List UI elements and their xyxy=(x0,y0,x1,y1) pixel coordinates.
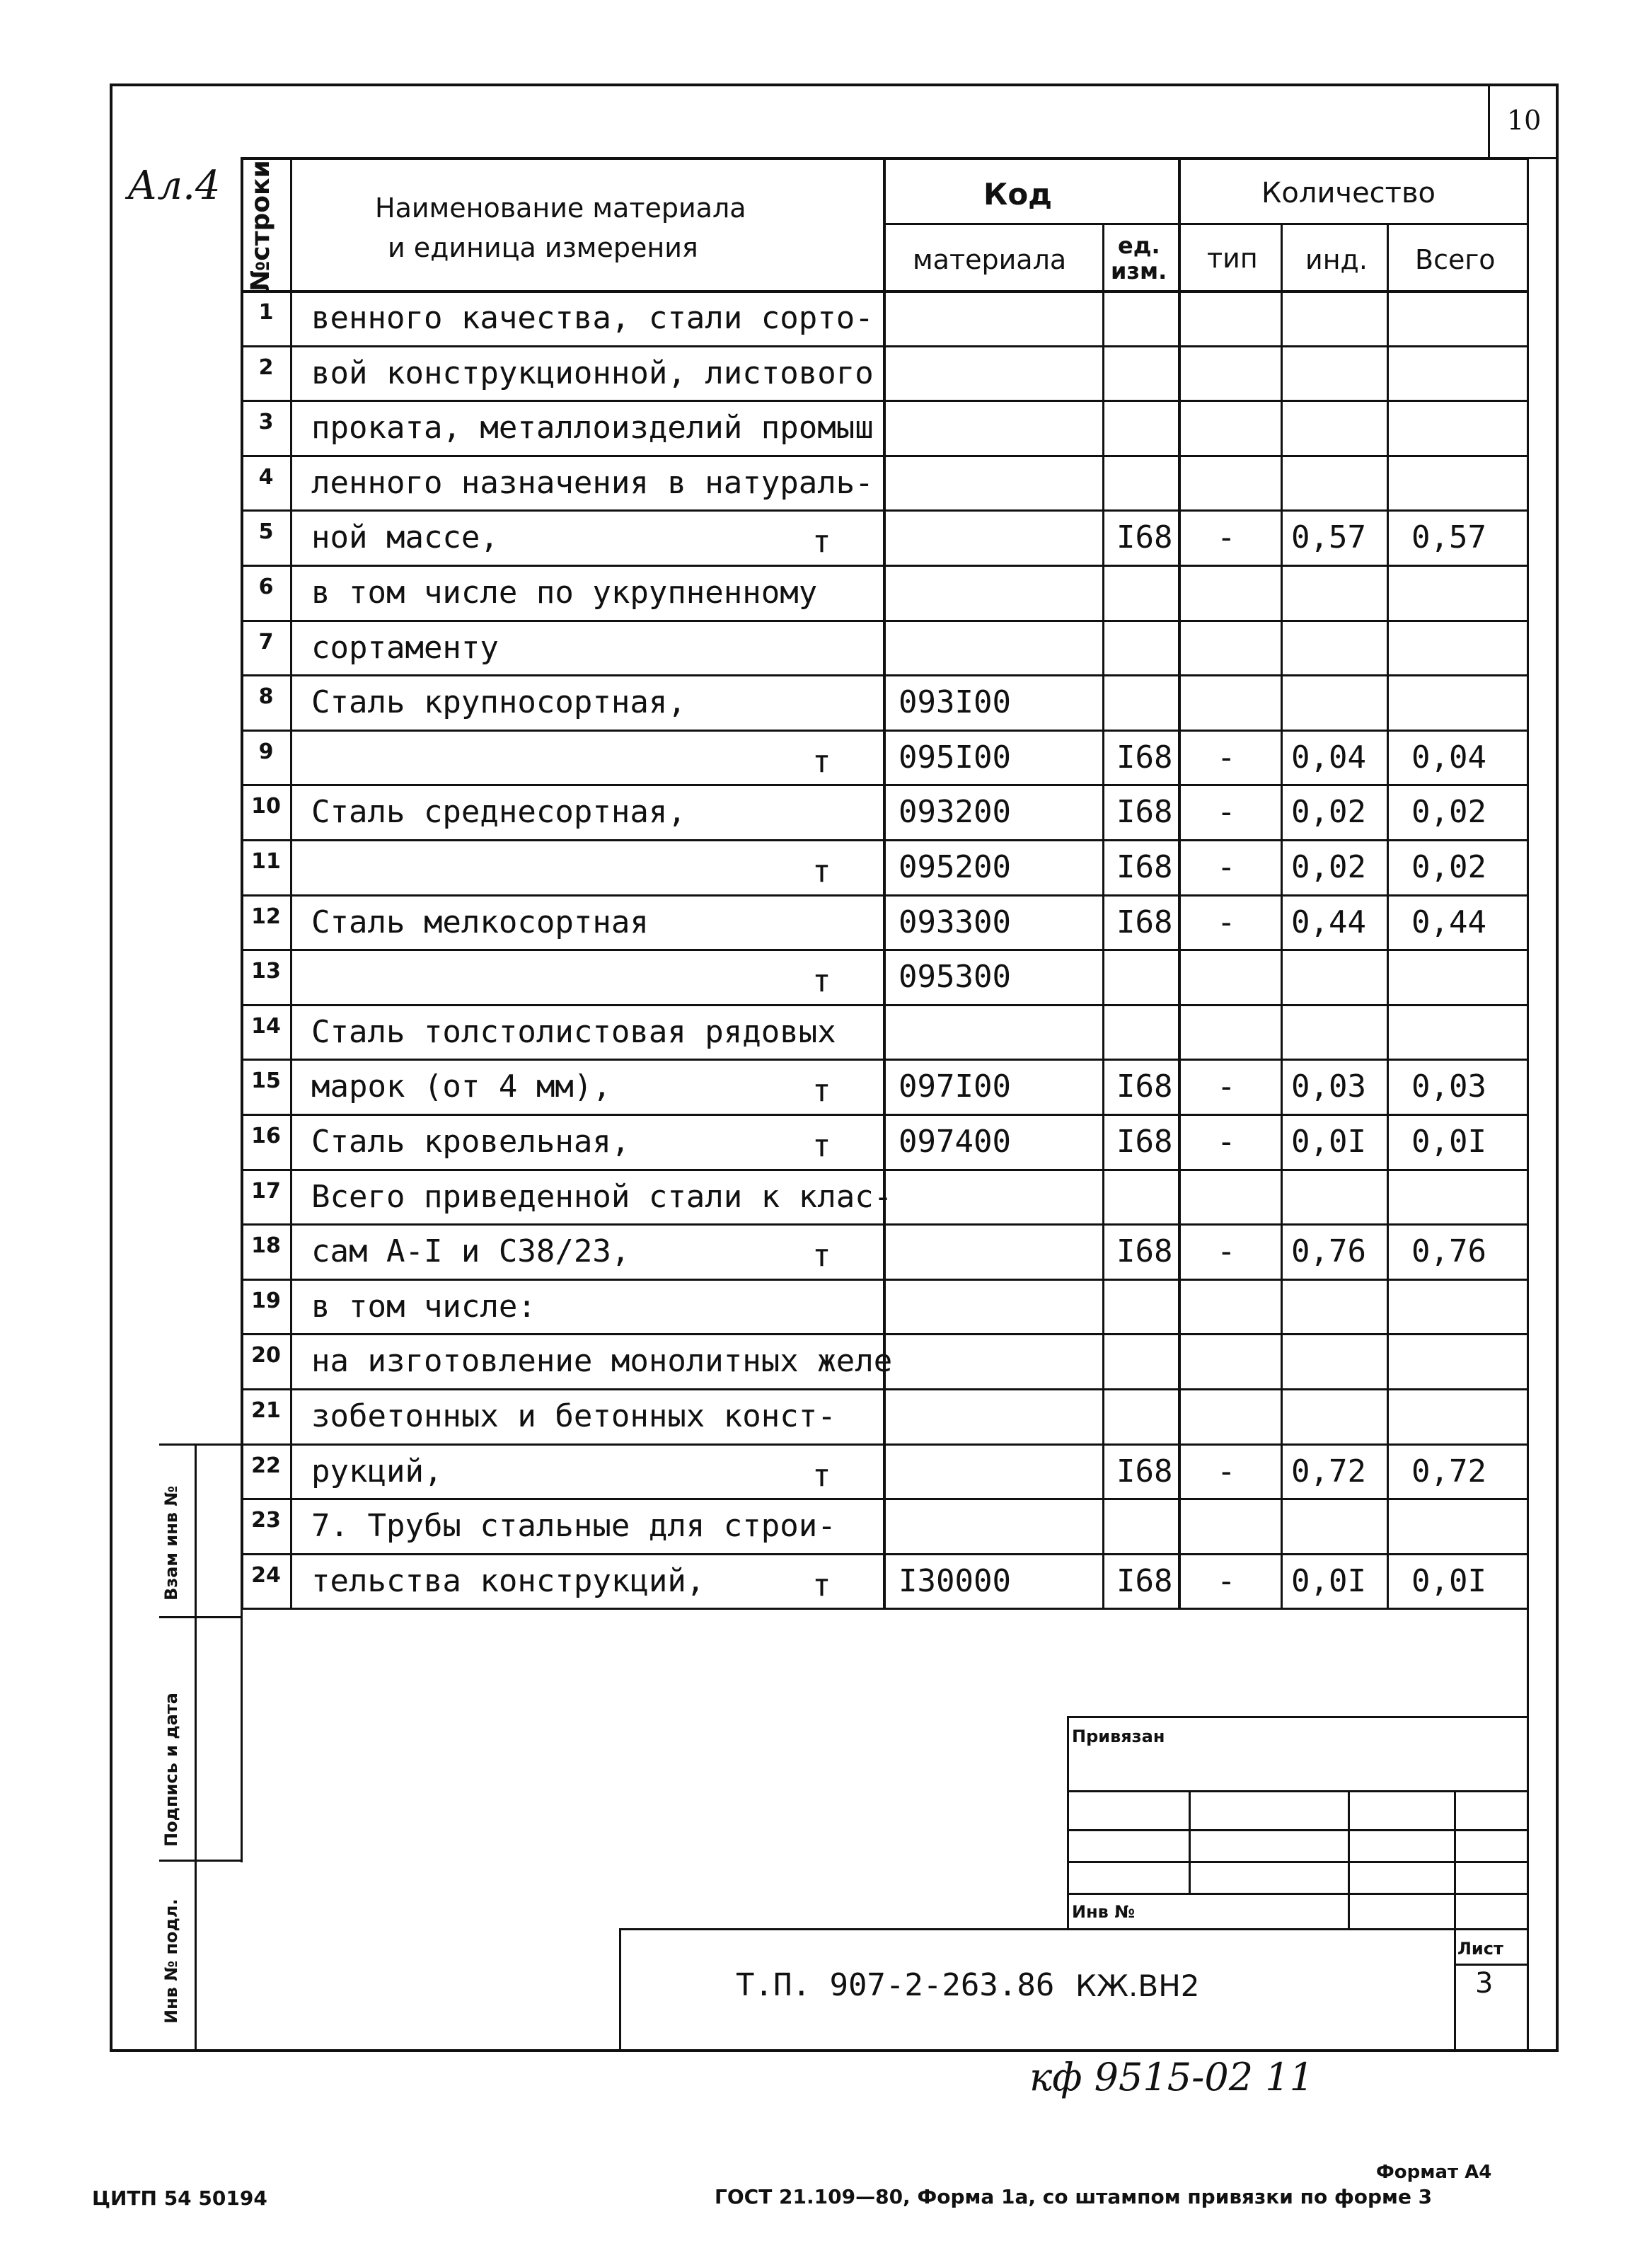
row-material-name: вой конструкционной, листового xyxy=(311,355,874,391)
stamp-inv-no: Инв № xyxy=(1072,1902,1136,1922)
row-material-name: в том числе: xyxy=(311,1288,536,1325)
grid-hline xyxy=(241,1388,883,1390)
row-material-code: 095200 xyxy=(899,849,1011,885)
grid-hline xyxy=(1067,1861,1527,1863)
grid-hline xyxy=(241,894,883,897)
row-unit: т xyxy=(812,1128,831,1164)
grid-hline xyxy=(883,1059,1527,1061)
row-qty-ind: 0,44 xyxy=(1291,904,1366,940)
row-material-name: сам А-I и С38/23, xyxy=(311,1233,630,1270)
grid-hline xyxy=(241,730,883,732)
grid-hline xyxy=(883,509,1527,512)
grid-hline xyxy=(883,674,1527,676)
grid-hline xyxy=(241,839,883,841)
grid-hline xyxy=(159,1616,241,1618)
grid-hline xyxy=(241,674,883,676)
grid-hline xyxy=(883,949,1527,951)
row-unit-code: I68 xyxy=(1116,794,1173,831)
row-unit: т xyxy=(812,963,831,1000)
row-qty-type: - xyxy=(1217,1233,1236,1270)
row-material-name: венного качества, стали сорто- xyxy=(311,300,874,336)
grid-vline xyxy=(195,1443,197,2052)
grid-hline xyxy=(883,1279,1527,1281)
row-qty-total: 0,0I xyxy=(1411,1562,1486,1599)
row-number: 6 xyxy=(258,575,274,599)
row-qty-type: - xyxy=(1217,739,1236,776)
grid-hline xyxy=(883,1388,1527,1390)
header-code: Код xyxy=(983,177,1053,212)
grid-hline xyxy=(241,345,883,347)
row-qty-type: - xyxy=(1217,904,1236,940)
grid-hline xyxy=(883,565,1527,567)
grid-hline xyxy=(159,1443,241,1446)
grid-vline xyxy=(1281,223,1283,1608)
grid-vline xyxy=(1527,1608,1529,2052)
grid-hline xyxy=(241,620,883,622)
row-material-name: Сталь среднесортная, xyxy=(311,794,686,831)
row-qty-type: - xyxy=(1217,849,1236,885)
grid-vline xyxy=(1387,223,1389,1608)
grid-hline xyxy=(241,455,883,457)
row-qty-ind: 0,0I xyxy=(1291,1124,1366,1160)
grid-hline xyxy=(241,1279,883,1281)
side-label-podpis: Подпись и дата xyxy=(161,1693,181,1847)
footer-gost: ГОСТ 21.109—80, Форма 1а, со штампом привязки по форме 3 xyxy=(715,2185,1433,2208)
row-qty-ind: 0,02 xyxy=(1291,794,1366,831)
row-qty-total: 0,03 xyxy=(1411,1068,1486,1105)
grid-hline xyxy=(241,1443,883,1446)
row-material-name: Всего приведенной стали к клас- xyxy=(311,1178,893,1215)
row-number: 19 xyxy=(251,1288,281,1313)
grid-hline xyxy=(883,839,1527,841)
row-number: 14 xyxy=(251,1013,281,1039)
row-qty-ind: 0,57 xyxy=(1291,519,1366,556)
row-unit: т xyxy=(812,1457,831,1494)
row-qty-total: 0,04 xyxy=(1411,739,1486,776)
grid-hline xyxy=(883,1443,1527,1446)
row-number: 2 xyxy=(258,355,274,380)
row-unit-code: I68 xyxy=(1116,1233,1173,1270)
grid-hline xyxy=(1067,1716,1527,1718)
row-material-name: зобетонных и бетонных конст- xyxy=(311,1398,836,1434)
grid-vline xyxy=(1527,157,1529,1608)
grid-hline xyxy=(241,1059,883,1061)
row-number: 11 xyxy=(251,849,281,874)
row-material-name: марок (от 4 мм), xyxy=(311,1068,611,1105)
header-unit-l2: изм. xyxy=(1111,258,1167,284)
stamp-privyazan: Привязан xyxy=(1072,1727,1165,1746)
row-material-name: ленного назначения в натураль- xyxy=(311,464,874,501)
header-qty-total: Всего xyxy=(1415,244,1496,275)
row-qty-type: - xyxy=(1217,1068,1236,1105)
row-qty-total: 0,0I xyxy=(1411,1124,1486,1160)
row-qty-total: 0,57 xyxy=(1411,519,1486,556)
grid-hline xyxy=(241,1553,883,1555)
grid-vline xyxy=(1454,1790,1456,2052)
row-material-code: 093300 xyxy=(899,904,1011,940)
row-qty-total: 0,02 xyxy=(1411,794,1486,831)
row-number: 10 xyxy=(251,794,281,819)
handwritten-reference: кф 9515-02 11 xyxy=(1029,2055,1314,2099)
grid-hline xyxy=(883,400,1527,402)
grid-hline xyxy=(241,1114,883,1116)
row-material-code: 093I00 xyxy=(899,684,1011,721)
row-number: 22 xyxy=(251,1453,281,1478)
grid-hline xyxy=(883,620,1527,622)
grid-hline xyxy=(883,345,1527,347)
row-number: 23 xyxy=(251,1508,281,1533)
grid-vline xyxy=(1178,157,1181,1608)
grid-hline xyxy=(883,784,1527,786)
row-number: 21 xyxy=(251,1398,281,1423)
row-material-name: Сталь кровельная, xyxy=(311,1124,630,1160)
grid-hline xyxy=(241,1004,883,1006)
grid-vline xyxy=(1348,1790,1350,1928)
row-number: 7 xyxy=(258,629,274,655)
row-qty-ind: 0,04 xyxy=(1291,739,1366,776)
grid-hline xyxy=(883,730,1527,732)
grid-hline xyxy=(883,1333,1527,1335)
grid-hline xyxy=(241,784,883,786)
header-code-material: материала xyxy=(913,244,1067,275)
row-qty-total: 0,72 xyxy=(1411,1453,1486,1489)
grid-hline xyxy=(619,1928,1527,1930)
row-unit: т xyxy=(812,1238,831,1274)
row-unit: т xyxy=(812,1567,831,1603)
row-number: 16 xyxy=(251,1124,281,1148)
row-number: 4 xyxy=(258,464,274,490)
row-qty-type: - xyxy=(1217,1562,1236,1599)
grid-hline xyxy=(241,1333,883,1335)
grid-hline xyxy=(883,1169,1527,1171)
header-name-line2: и единица измерения xyxy=(388,232,698,263)
row-qty-total: 0,44 xyxy=(1411,904,1486,940)
row-number: 20 xyxy=(251,1343,281,1368)
grid-vline xyxy=(241,157,243,1608)
row-unit-code: I68 xyxy=(1116,739,1173,776)
grid-hline xyxy=(883,1553,1527,1555)
grid-hline xyxy=(241,400,883,402)
row-unit: т xyxy=(812,1073,831,1110)
grid-vline xyxy=(883,157,886,1608)
row-material-name: Сталь крупносортная, xyxy=(311,684,686,721)
grid-hline xyxy=(883,1608,1527,1610)
row-qty-ind: 0,0I xyxy=(1291,1562,1366,1599)
grid-vline xyxy=(290,157,292,1608)
row-qty-total: 0,76 xyxy=(1411,1233,1486,1270)
grid-hline xyxy=(241,1223,883,1226)
row-qty-type: - xyxy=(1217,519,1236,556)
page-number-box-left xyxy=(1488,83,1490,157)
row-material-name: Сталь мелкосортная xyxy=(311,904,649,940)
row-unit-code: I68 xyxy=(1116,1124,1173,1160)
page-number: 10 xyxy=(1507,105,1542,136)
row-qty-ind: 0,03 xyxy=(1291,1068,1366,1105)
side-label-inv-podl: Инв № подл. xyxy=(161,1898,181,2024)
row-material-code: 097I00 xyxy=(899,1068,1011,1105)
row-qty-ind: 0,72 xyxy=(1291,1453,1366,1489)
stamp-doc-code: Т.П. 907-2-263.86 xyxy=(736,1967,1055,2003)
grid-hline xyxy=(883,1004,1527,1006)
row-unit-code: I68 xyxy=(1116,1068,1173,1105)
row-qty-type: - xyxy=(1217,794,1236,831)
grid-vline xyxy=(1189,1790,1191,1893)
annotation-al4: Ал.4 xyxy=(127,163,221,209)
stamp-sheet-number: 3 xyxy=(1475,1967,1494,2000)
row-material-name: Сталь толстолистовая рядовых xyxy=(311,1013,836,1050)
row-number: 24 xyxy=(251,1562,281,1588)
grid-hline xyxy=(241,565,883,567)
row-material-name: в том числе по укрупненному xyxy=(311,575,818,611)
grid-hline xyxy=(1454,1964,1527,1966)
row-material-name: тельства конструкций, xyxy=(311,1562,705,1599)
row-material-code: 095I00 xyxy=(899,739,1011,776)
grid-vline xyxy=(619,1928,621,2052)
row-material-name: сортаменту xyxy=(311,629,499,666)
row-qty-total: 0,02 xyxy=(1411,849,1486,885)
row-number: 1 xyxy=(258,300,274,325)
grid-hline xyxy=(883,1498,1527,1500)
row-number: 9 xyxy=(258,739,274,764)
row-unit-code: I68 xyxy=(1116,1562,1173,1599)
grid-hline xyxy=(883,894,1527,897)
row-qty-ind: 0,76 xyxy=(1291,1233,1366,1270)
grid-hline xyxy=(1067,1790,1527,1792)
row-material-name: проката, металлоизделий промыш xyxy=(311,410,874,446)
stamp-doc-suffix: КЖ.ВН2 xyxy=(1075,1969,1200,2003)
row-material-name: рукций, xyxy=(311,1453,443,1489)
row-qty-type: - xyxy=(1217,1453,1236,1489)
grid-hline xyxy=(241,1169,883,1171)
row-number: 15 xyxy=(251,1068,281,1094)
row-material-code: 097400 xyxy=(899,1124,1011,1160)
grid-hline xyxy=(883,223,1527,225)
header-row-number: №строки xyxy=(246,160,275,292)
stamp-sheet-label: Лист xyxy=(1457,1939,1503,1959)
footer-left-code: ЦИТП 54 50194 xyxy=(92,2186,267,2210)
header-quantity: Количество xyxy=(1261,177,1436,209)
header-unit-l1: ед. xyxy=(1118,232,1160,259)
header-name-line1: Наименование материала xyxy=(375,192,746,224)
grid-hline xyxy=(883,1114,1527,1116)
grid-hline xyxy=(1067,1893,1527,1895)
row-material-code: 093200 xyxy=(899,794,1011,831)
row-unit-code: I68 xyxy=(1116,1453,1173,1489)
row-number: 12 xyxy=(251,904,281,929)
row-number: 5 xyxy=(258,519,274,545)
grid-hline xyxy=(883,1223,1527,1226)
format-label: Формат А4 xyxy=(1376,2162,1492,2183)
row-number: 17 xyxy=(251,1178,281,1204)
header-qty-type: тип xyxy=(1207,243,1258,274)
grid-vline xyxy=(241,1608,243,1862)
row-number: 3 xyxy=(258,410,274,435)
row-material-name: ной массе, xyxy=(311,519,499,556)
grid-hline xyxy=(241,1608,883,1610)
grid-hline xyxy=(241,1498,883,1500)
row-material-code: 095300 xyxy=(899,959,1011,996)
row-material-name: 7. Трубы стальные для строи- xyxy=(311,1508,836,1545)
row-unit-code: I68 xyxy=(1116,519,1173,556)
row-qty-ind: 0,02 xyxy=(1291,849,1366,885)
side-label-vzam: Взам инв № xyxy=(161,1485,181,1601)
grid-vline xyxy=(1102,223,1104,1608)
row-material-name: на изготовление монолитных желе xyxy=(311,1343,893,1380)
grid-hline xyxy=(159,1860,241,1862)
row-unit-code: I68 xyxy=(1116,849,1173,885)
grid-vline xyxy=(1067,1716,1069,1928)
grid-hline xyxy=(883,455,1527,457)
row-number: 13 xyxy=(251,959,281,984)
grid-hline xyxy=(1067,1829,1527,1831)
row-unit: т xyxy=(812,743,831,780)
row-unit-code: I68 xyxy=(1116,904,1173,940)
row-qty-type: - xyxy=(1217,1124,1236,1160)
grid-hline xyxy=(241,949,883,951)
grid-hline xyxy=(241,509,883,512)
row-unit: т xyxy=(812,853,831,889)
row-unit: т xyxy=(812,524,831,560)
row-number: 8 xyxy=(258,684,274,710)
row-number: 18 xyxy=(251,1233,281,1259)
header-qty-ind: инд. xyxy=(1305,244,1368,275)
row-material-code: I30000 xyxy=(899,1562,1011,1599)
